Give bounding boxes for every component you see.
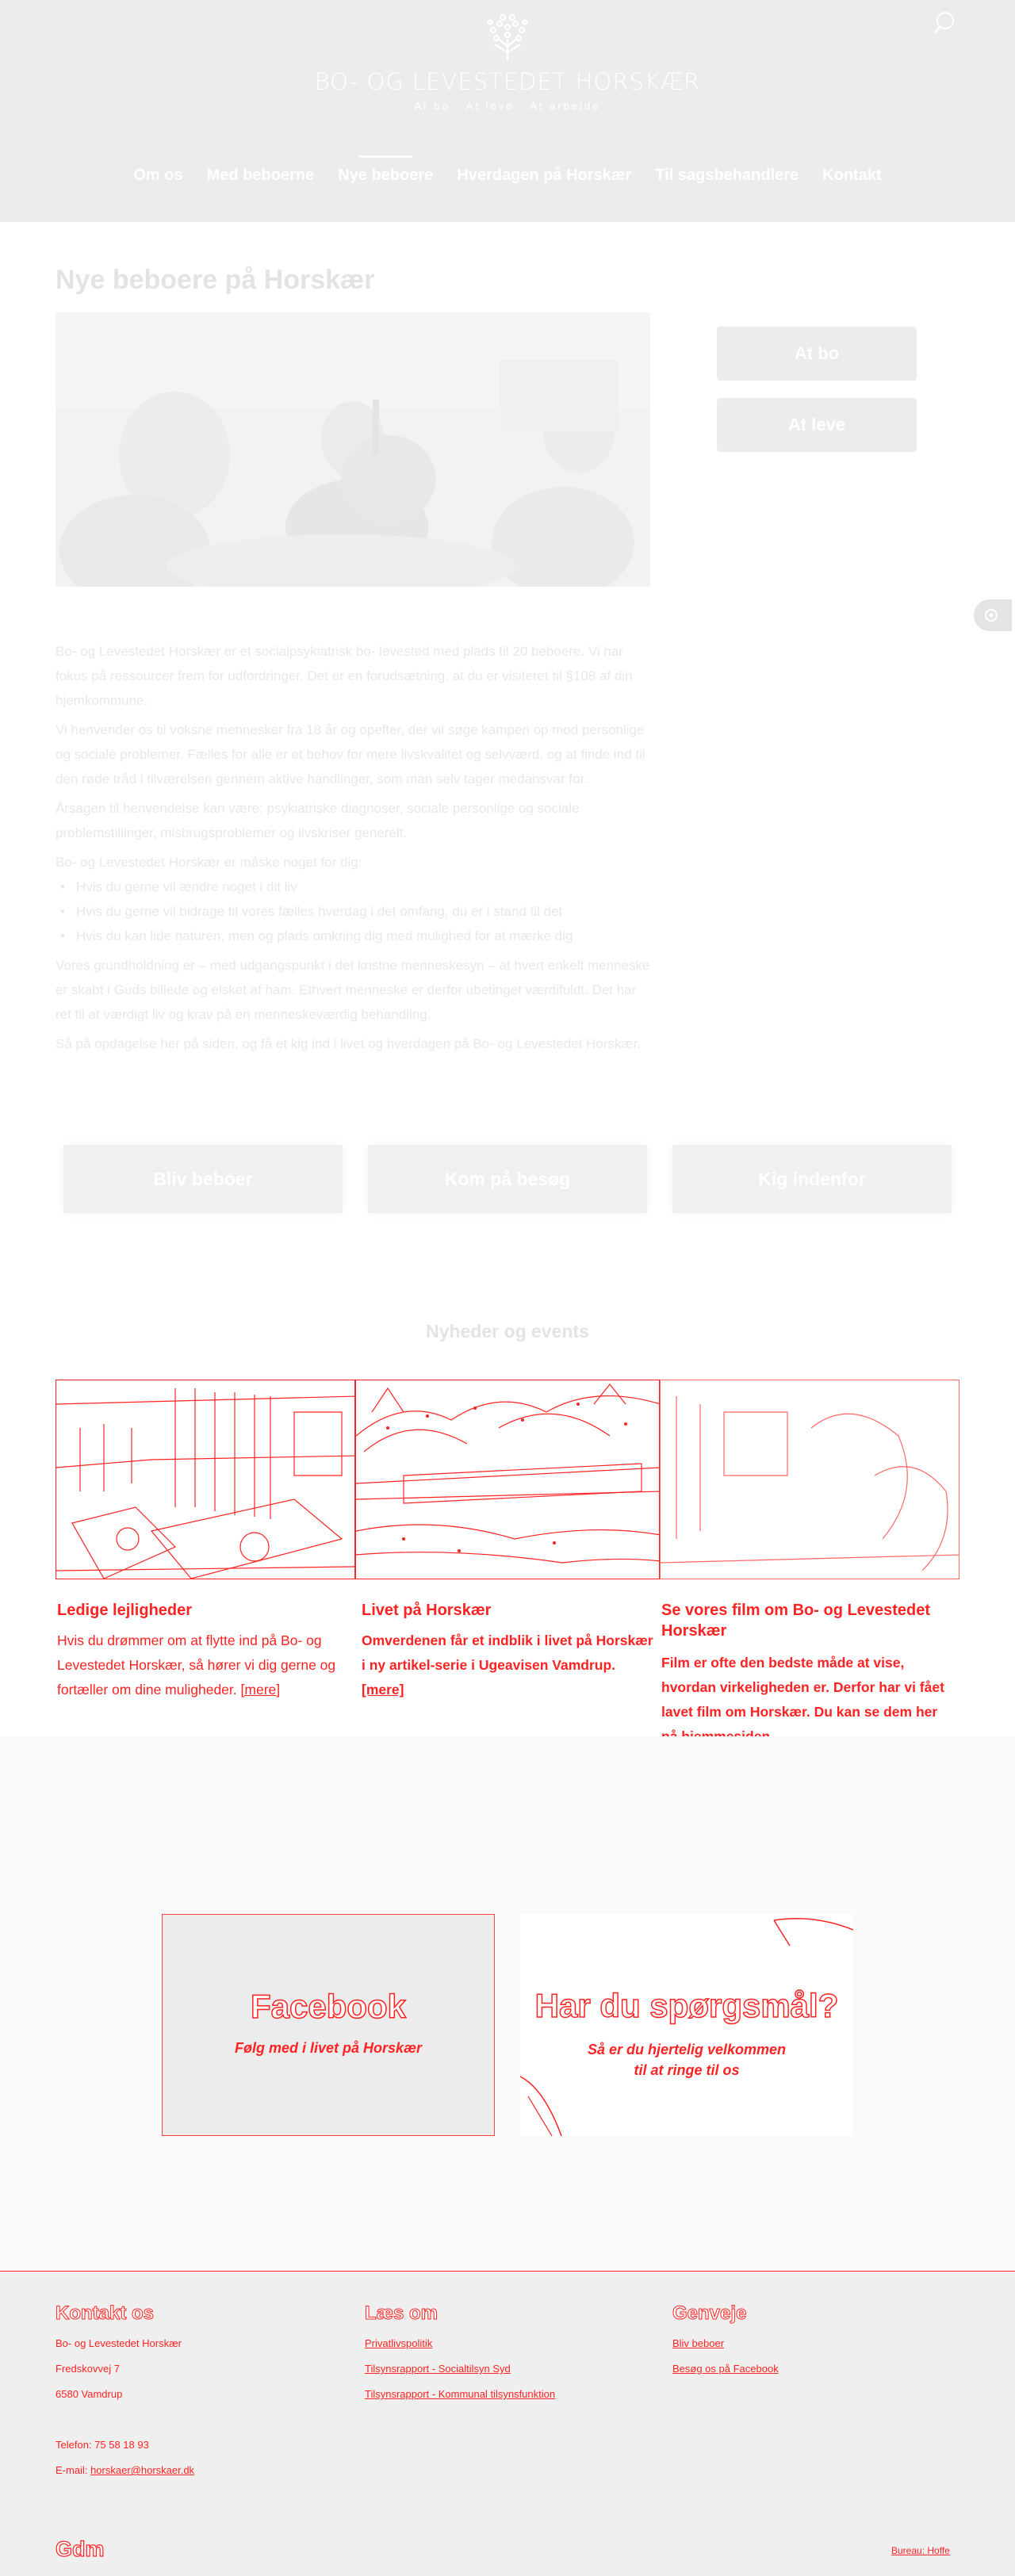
news-image-ledige[interactable] — [56, 1380, 355, 1579]
intro-paragraph: Vores grundholdning er – med udgangspunkt i det kristne menneskesyn – at hvert enkelt menneske er skabt i Guds billede og elsket af ham. Ethvert menneske er derfor ubetinget værdifuldt. Det har ret til at værdigt liv og krav på en menneskeværdig behandling. — [56, 958, 650, 1022]
footer-link-facebook[interactable]: Besøg os på Facebook — [672, 2363, 779, 2375]
hero-image — [56, 312, 650, 587]
decorative-shape — [520, 1914, 853, 2136]
intro-paragraph: Bo- og Levestedet Horskær er et socialpsykiatrisk bo- levested med plads til 20 beboere. Vi har fokus på ressourcer frem for udfordringer. Det er en forudsætning, at du er visiteret til §108 af din hjemkommune. — [56, 644, 633, 708]
question-subtitle: Så er du hjertelig velkommen til at ringe til os — [587, 2042, 787, 2078]
intro-paragraph: Vi henvender os til voksne mennesker fra 18 år og opefter, der vil søge kampen op mod personlige og sociale problemer. Fælles for alle er et behov for mere livskvalitet og selvværd, og at finde ind til den røde tråd i tilværelsen gennem aktive handlinger, som man selv tager medansvar for. — [56, 722, 645, 787]
footer-address-line: Fredskovvej 7 — [56, 2363, 120, 2375]
news-title[interactable]: Ledige lejligheder — [57, 1602, 193, 1619]
intro-paragraph: Så på opdagelse her på siden, og få et kig ind i livet og hverdagen på Bo- og Levestedet Horskær. — [56, 1036, 642, 1051]
list-item: • Hvis du kan lide naturen, men og plads omkring dig med mulighed for at mærke dig — [56, 924, 650, 948]
footer-address-line: Bo- og Levestedet Horskær — [56, 2337, 182, 2349]
news-heading: Nyheder og events — [426, 1321, 589, 1342]
news-text: Film er ofte den bedste måde at vise, hvordan virkeligheden er. Derfor har vi fået lavet film om Horskær. Du kan se dem her — [661, 1651, 956, 1774]
bliv-beboer-button[interactable]: Bliv beboer — [63, 1145, 343, 1213]
at-bo-button[interactable]: At bo — [717, 327, 917, 381]
footer-phone[interactable]: Telefon: 75 58 18 93 — [56, 2439, 149, 2451]
intro-paragraph: Årsagen til henvendelse kan være: psykiatriske diagnoser, sociale personlige og sociale problemstillinger, misbrugsproblemer og livskriser generelt. — [56, 801, 580, 840]
facebook-title: Facebook — [250, 1988, 407, 2025]
footer-email-row: E-mail: horskaer@horskaer.dk — [56, 2464, 195, 2476]
footer-about-heading: Læs om — [365, 2302, 439, 2324]
footer-link-tilsyn-social[interactable]: Tilsynsrapport - Socialtilsyn Syd — [365, 2363, 511, 2375]
news-image-livet[interactable] — [355, 1380, 660, 1579]
news-title[interactable]: Se vores film om Bo- og Levestedet Horskær — [661, 1602, 930, 1640]
page-title: Nye beboere på Horskær — [56, 265, 375, 295]
footer-address-line: 6580 Vamdrup — [56, 2388, 123, 2400]
question-box[interactable] — [520, 1914, 853, 2136]
nav-item-om-os[interactable]: Om os — [133, 167, 183, 184]
news-text: Omverdenen får et indblik i livet på Horskær i ny artikel-serie i Ugeavisen Vamdrup. [mere] — [362, 1632, 653, 1698]
search-icon[interactable] — [933, 10, 959, 36]
news-text: Hvis du drømmer om at flytte ind på Bo- og Levestedet Horskær, så hører vi dig gerne og fortæller om dine muligheder. [mere] — [57, 1632, 336, 1698]
footer-service-heading: Genveje — [672, 2302, 747, 2324]
news-title[interactable]: Livet på Horskær — [362, 1602, 492, 1619]
kig-indenfor-button[interactable]: Kig indenfor — [672, 1145, 952, 1213]
news-image-film[interactable] — [660, 1380, 959, 1579]
footer-contact-heading: Kontakt os — [56, 2302, 155, 2324]
kom-paa-besoeg-button[interactable]: Kom på besøg — [368, 1145, 647, 1213]
site-title[interactable]: BO- OG LEVESTEDET HORSKÆR — [314, 68, 701, 95]
nav-item-kontakt[interactable]: Kontakt — [822, 167, 882, 184]
facebook-subtitle: Følg med i livet på Horskær — [234, 2040, 423, 2056]
promo-band — [0, 1736, 1015, 2271]
site-tagline: At bo · At leve · At arbejde — [414, 100, 601, 112]
main-nav — [0, 167, 1015, 185]
question-title: Har du spørgsmål? — [534, 1987, 839, 2024]
footer-logo[interactable]: Gdm — [56, 2537, 105, 2561]
list-item: • Hvis du gerne vil ændre noget i dit liv — [56, 875, 650, 899]
nav-item-nye-beboere[interactable]: Nye beboere — [338, 167, 434, 184]
nav-item-med-beboerne[interactable]: Med beboerne — [206, 167, 315, 184]
intro-text — [56, 639, 650, 1061]
tree-logo-icon[interactable] — [473, 11, 542, 62]
settings-icon[interactable] — [983, 607, 999, 623]
at-leve-button[interactable]: At leve — [717, 398, 917, 452]
nav-item-hverdagen[interactable]: Hverdagen på Horskær — [457, 167, 632, 184]
footer-link-tilsyn-kommunal[interactable]: Tilsynsrapport - Kommunal tilsynsfunktion — [365, 2388, 556, 2400]
read-more-link[interactable]: [mere] — [362, 1682, 404, 1698]
intro-paragraph: Bo- og Levestedet Horskær er måske noget for dig: — [56, 855, 362, 870]
footer-link-bliv-beboer[interactable]: Bliv beboer — [672, 2337, 725, 2349]
list-item: • Hvis du gerne vil bidrage til vores fælles hverdag i det omfang, du er i stand til det — [56, 899, 650, 924]
footer-email-link[interactable]: horskaer@horskaer.dk — [90, 2464, 195, 2476]
criteria-list — [56, 875, 650, 948]
footer-credit-link[interactable]: Bureau: Hoffe — [891, 2545, 950, 2556]
nav-item-sagsbehandlere[interactable]: Til sagsbehandlere — [655, 167, 799, 184]
facebook-box[interactable] — [162, 1914, 495, 2136]
footer-link-privatliv[interactable]: Privatlivspolitik — [365, 2337, 433, 2349]
read-more-link[interactable]: [mere] — [240, 1682, 281, 1698]
